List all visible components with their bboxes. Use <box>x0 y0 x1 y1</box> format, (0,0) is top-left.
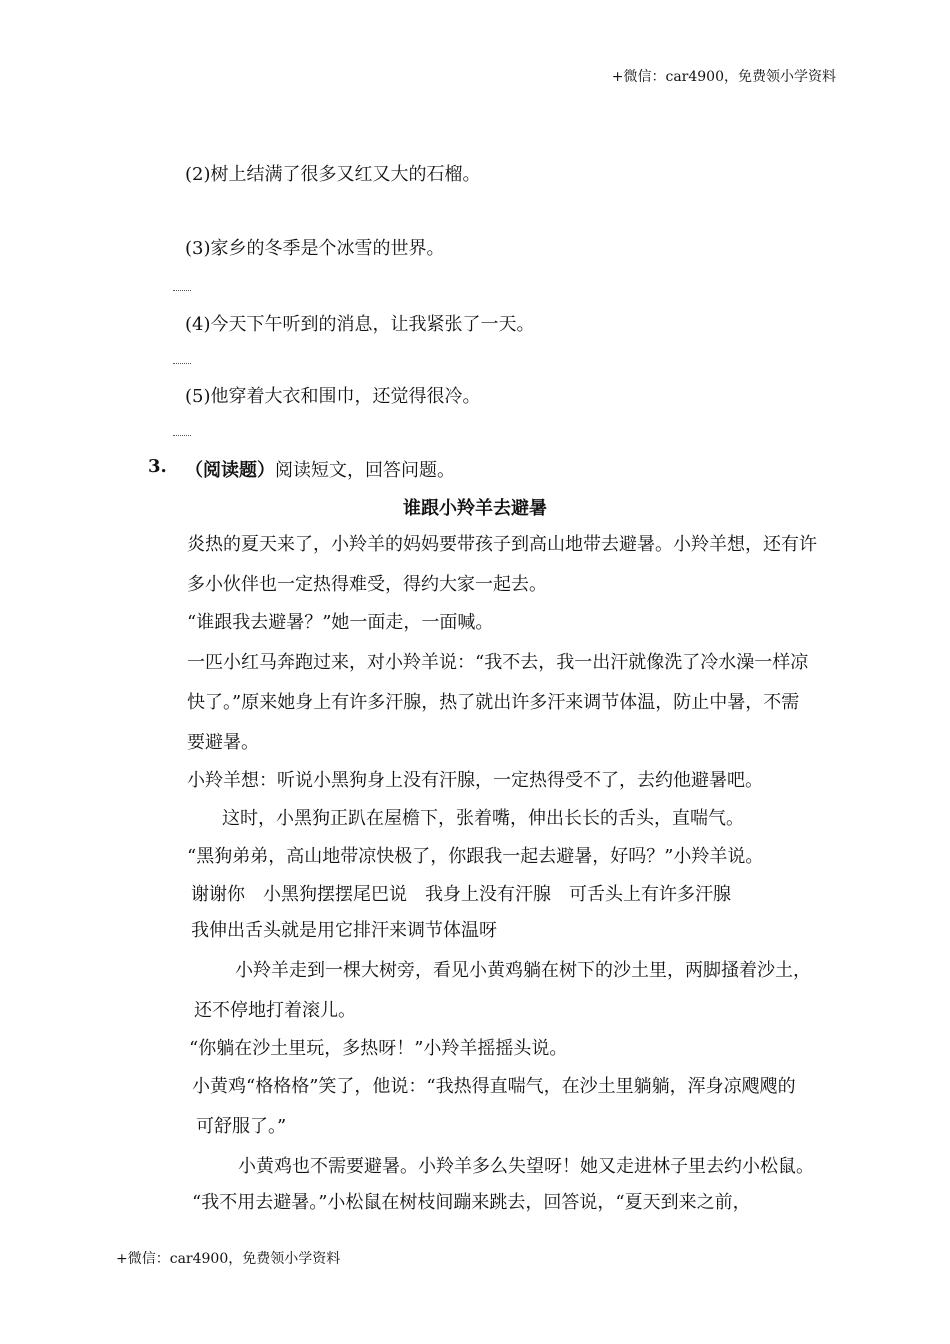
story-line: 一匹小红马奔跑过来，对小羚羊说：“我不去，我一出汗就像洗了冷水澡一样凉 <box>187 652 809 673</box>
sentence-5: (5)他穿着大衣和围巾，还觉得很冷。 <box>185 386 481 407</box>
story-line: 小羚羊想：听说小黑狗身上没有汗腺，一定热得受不了，去约他避暑吧。 <box>187 770 763 791</box>
story-line: 炎热的夏天来了，小羚羊的妈妈要带孩子到高山地带去避暑。小羚羊想，还有许 <box>187 534 817 555</box>
story-line: 小羚羊走到一棵大树旁，看见小黄鸡躺在树下的沙土里，两脚搔着沙土， <box>235 960 811 981</box>
story-line: “你躺在沙土里玩，多热呀！”小羚羊摇摇头说。 <box>189 1038 568 1059</box>
question-tag: （阅读题） <box>185 460 275 481</box>
sentence-2: (2)树上结满了很多又红又大的石榴。 <box>185 164 481 185</box>
page-footer: +微信：car4900，免费领小学资料 <box>116 1251 341 1267</box>
story-line: 还不停地打着滚儿。 <box>194 1000 356 1021</box>
story-line: 小黄鸡“格格格”笑了，他说：“我热得直喘气，在沙土里躺躺，浑身凉飕飕的 <box>192 1076 796 1097</box>
story-title: 谁跟小羚羊去避暑 <box>403 498 547 519</box>
sentence-4: (4)今天下午听到的消息，让我紧张了一天。 <box>185 314 535 335</box>
question-prompt: 阅读短文，回答问题。 <box>275 460 455 481</box>
story-line: “谁跟我去避暑？”她一面走，一面喊。 <box>187 612 494 633</box>
page-header: +微信：car4900，免费领小学资料 <box>611 69 836 85</box>
question-number: 3. <box>148 456 167 477</box>
story-line: 我伸出舌头就是用它排汗来调节体温呀 <box>191 920 497 941</box>
sentence-3: (3)家乡的冬季是个冰雪的世界。 <box>185 238 445 259</box>
story-line: 小黄鸡也不需要避暑。小羚羊多么失望呀！她又走进林子里去约小松鼠。 <box>238 1156 814 1177</box>
story-line: “我不用去避暑。”小松鼠在树枝间蹦来跳去，回答说，“夏天到来之前， <box>192 1192 751 1213</box>
story-line: 多小伙伴也一定热得难受，得约大家一起去。 <box>187 574 547 595</box>
story-line: 可舒服了。” <box>196 1116 287 1137</box>
answer-blank <box>173 290 191 291</box>
story-line: 快了。”原来她身上有许多汗腺，热了就出许多汗来调节体温，防止中暑，不需 <box>187 692 800 713</box>
story-line: 这时，小黑狗正趴在屋檐下，张着嘴，伸出长长的舌头，直喘气。 <box>222 808 744 829</box>
story-line: 谢谢你 小黑狗摆摆尾巴说 我身上没有汗腺 可舌头上有许多汗腺 <box>191 884 731 905</box>
answer-blank <box>173 363 191 364</box>
question-heading <box>185 456 455 482</box>
story-line: 要避暑。 <box>187 732 259 753</box>
story-line: “黑狗弟弟，高山地带凉快极了，你跟我一起去避暑，好吗？”小羚羊说。 <box>187 846 764 867</box>
answer-blank <box>173 435 191 436</box>
